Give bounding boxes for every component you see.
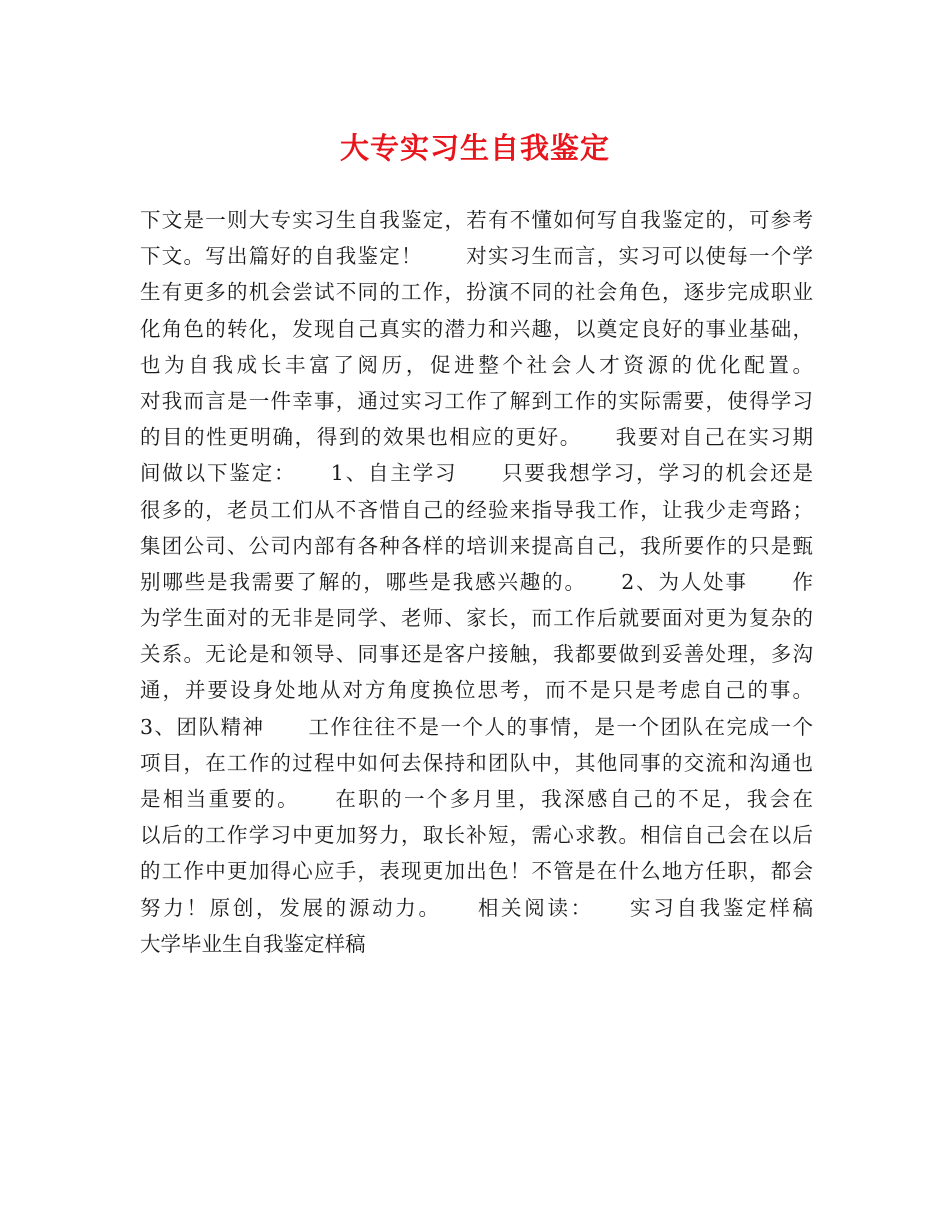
body-line: 大学毕业生自我鉴定样稿 [140, 931, 366, 956]
body-line: 的目的性更明确，得到的效果也相应的更好。 我要对自己在实习期 [140, 425, 813, 450]
body-line: 对我而言是一件幸事，通过实习工作了解到工作的实际需要，使得学习 [140, 388, 813, 413]
body-line: 也为自我成长丰富了阅历，促进整个社会人才资源的优化配置。 [140, 352, 813, 377]
document-body [140, 202, 813, 962]
body-line: 是相当重要的。 在职的一个多月里，我深感自己的不足，我会在 [140, 787, 813, 811]
body-line: 3、团队精神 工作往往不是一个人的事情，是一个团队在完成一个 [140, 714, 813, 739]
body-line: 下文是一则大专实习生自我鉴定，若有不懂如何写自我鉴定的，可参考 [140, 208, 813, 232]
body-line: 化角色的转化，发现自己真实的潜力和兴趣，以奠定良好的事业基础， [140, 316, 813, 341]
body-line: 以后的工作学习中更加努力，取长补短，需心求教。相信自己会在以后 [140, 823, 813, 848]
document-title: 大专实习生自我鉴定 [339, 131, 610, 165]
body-line: 努力！原创，发展的源动力。 相关阅读： 实习自我鉴定样稿 [140, 895, 813, 920]
body-line: 别哪些是我需要了解的，哪些是我感兴趣的。 2、为人处事 作 [140, 569, 813, 594]
body-line: 生有更多的机会尝试不同的工作，扮演不同的社会角色，逐步完成职业 [140, 280, 813, 305]
body-line: 关系。无论是和领导、同事还是客户接触，我都要做到妥善处理，多沟 [140, 642, 813, 667]
body-line: 为学生面对的无非是同学、老师、家长，而工作后就要面对更为复杂的 [140, 606, 813, 631]
body-line: 项目，在工作的过程中如何去保持和团队中，其他同事的交流和沟通也 [140, 750, 813, 775]
body-line: 很多的，老员工们从不吝惜自己的经验来指导我工作，让我少走弯路； [140, 497, 813, 522]
body-line: 的工作中更加得心应手，表现更加出色！不管是在什么地方任职，都会 [140, 859, 813, 884]
body-line: 间做以下鉴定： 1、自主学习 只要我想学习，学习的机会还是 [140, 461, 813, 486]
body-line: 集团公司、公司内部有各种各样的培训来提高自己，我所要作的只是甄 [140, 533, 813, 558]
body-line: 通，并要设身处地从对方角度换位思考，而不是只是考虑自己的事。 [140, 678, 813, 703]
body-line: 下文。写出篇好的自我鉴定！ 对实习生而言，实习可以使每一个学 [140, 244, 813, 269]
